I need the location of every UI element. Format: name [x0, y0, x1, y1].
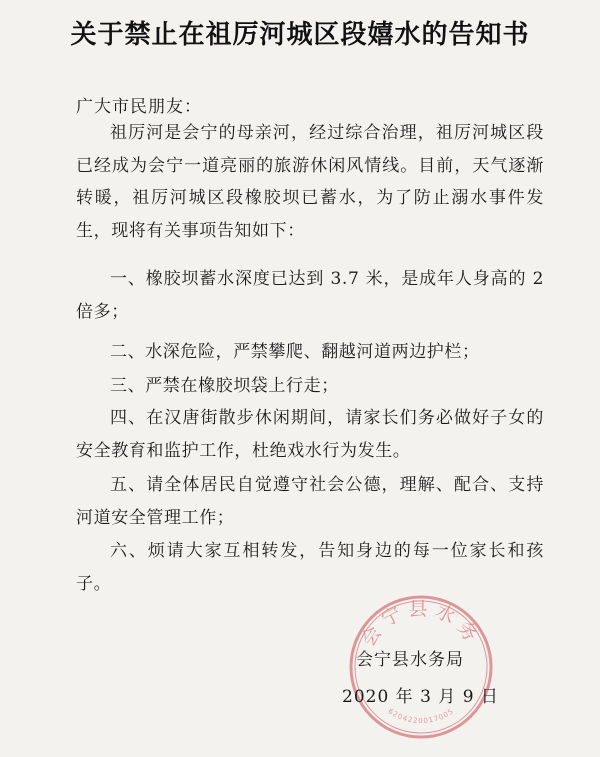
item-1: 一、橡胶坝蓄水深度已达到 3.7 米，是成年人身高的 2 倍多；: [76, 269, 544, 322]
svg-text:6204220017005: 6204220017005: [386, 707, 456, 725]
item-5: 五、请全体居民自觉遵守社会公德，理解、配合、支持河道安全管理工作；: [76, 475, 544, 528]
issue-date: 2020 年 3 月 9 日: [342, 687, 499, 707]
item-3: 三、严禁在橡胶坝袋上行走；: [110, 376, 339, 396]
item-6: 六、烦请大家互相转发，告知身边的每一位家长和孩子。: [76, 541, 544, 594]
intro-paragraph: 祖厉河是会宁的母亲河，经过综合治理，祖厉河城区段已经成为会宁一道亮丽的旅游休闲风情线。目前，天气逐渐转暖，祖厉河城区段橡胶坝已蓄水，为了防止溺水事件发生，现将有关事项告知如下：: [76, 123, 544, 241]
item-4: 四、在汉唐街散步休闲期间，请家长们务必做好子女的安全教育和监护工作，杜绝戏水行为发生。: [76, 408, 544, 461]
salutation: 广大市民朋友：: [76, 97, 202, 117]
document-title: 关于禁止在祖厉河城区段嬉水的告知书: [70, 20, 530, 50]
issuer-name: 会宁县水务局: [356, 650, 464, 670]
svg-text:会宁县水务: 会宁县水务: [357, 598, 485, 651]
item-2: 二、水深危险，严禁攀爬、翻越河道两边护栏；: [110, 342, 480, 362]
